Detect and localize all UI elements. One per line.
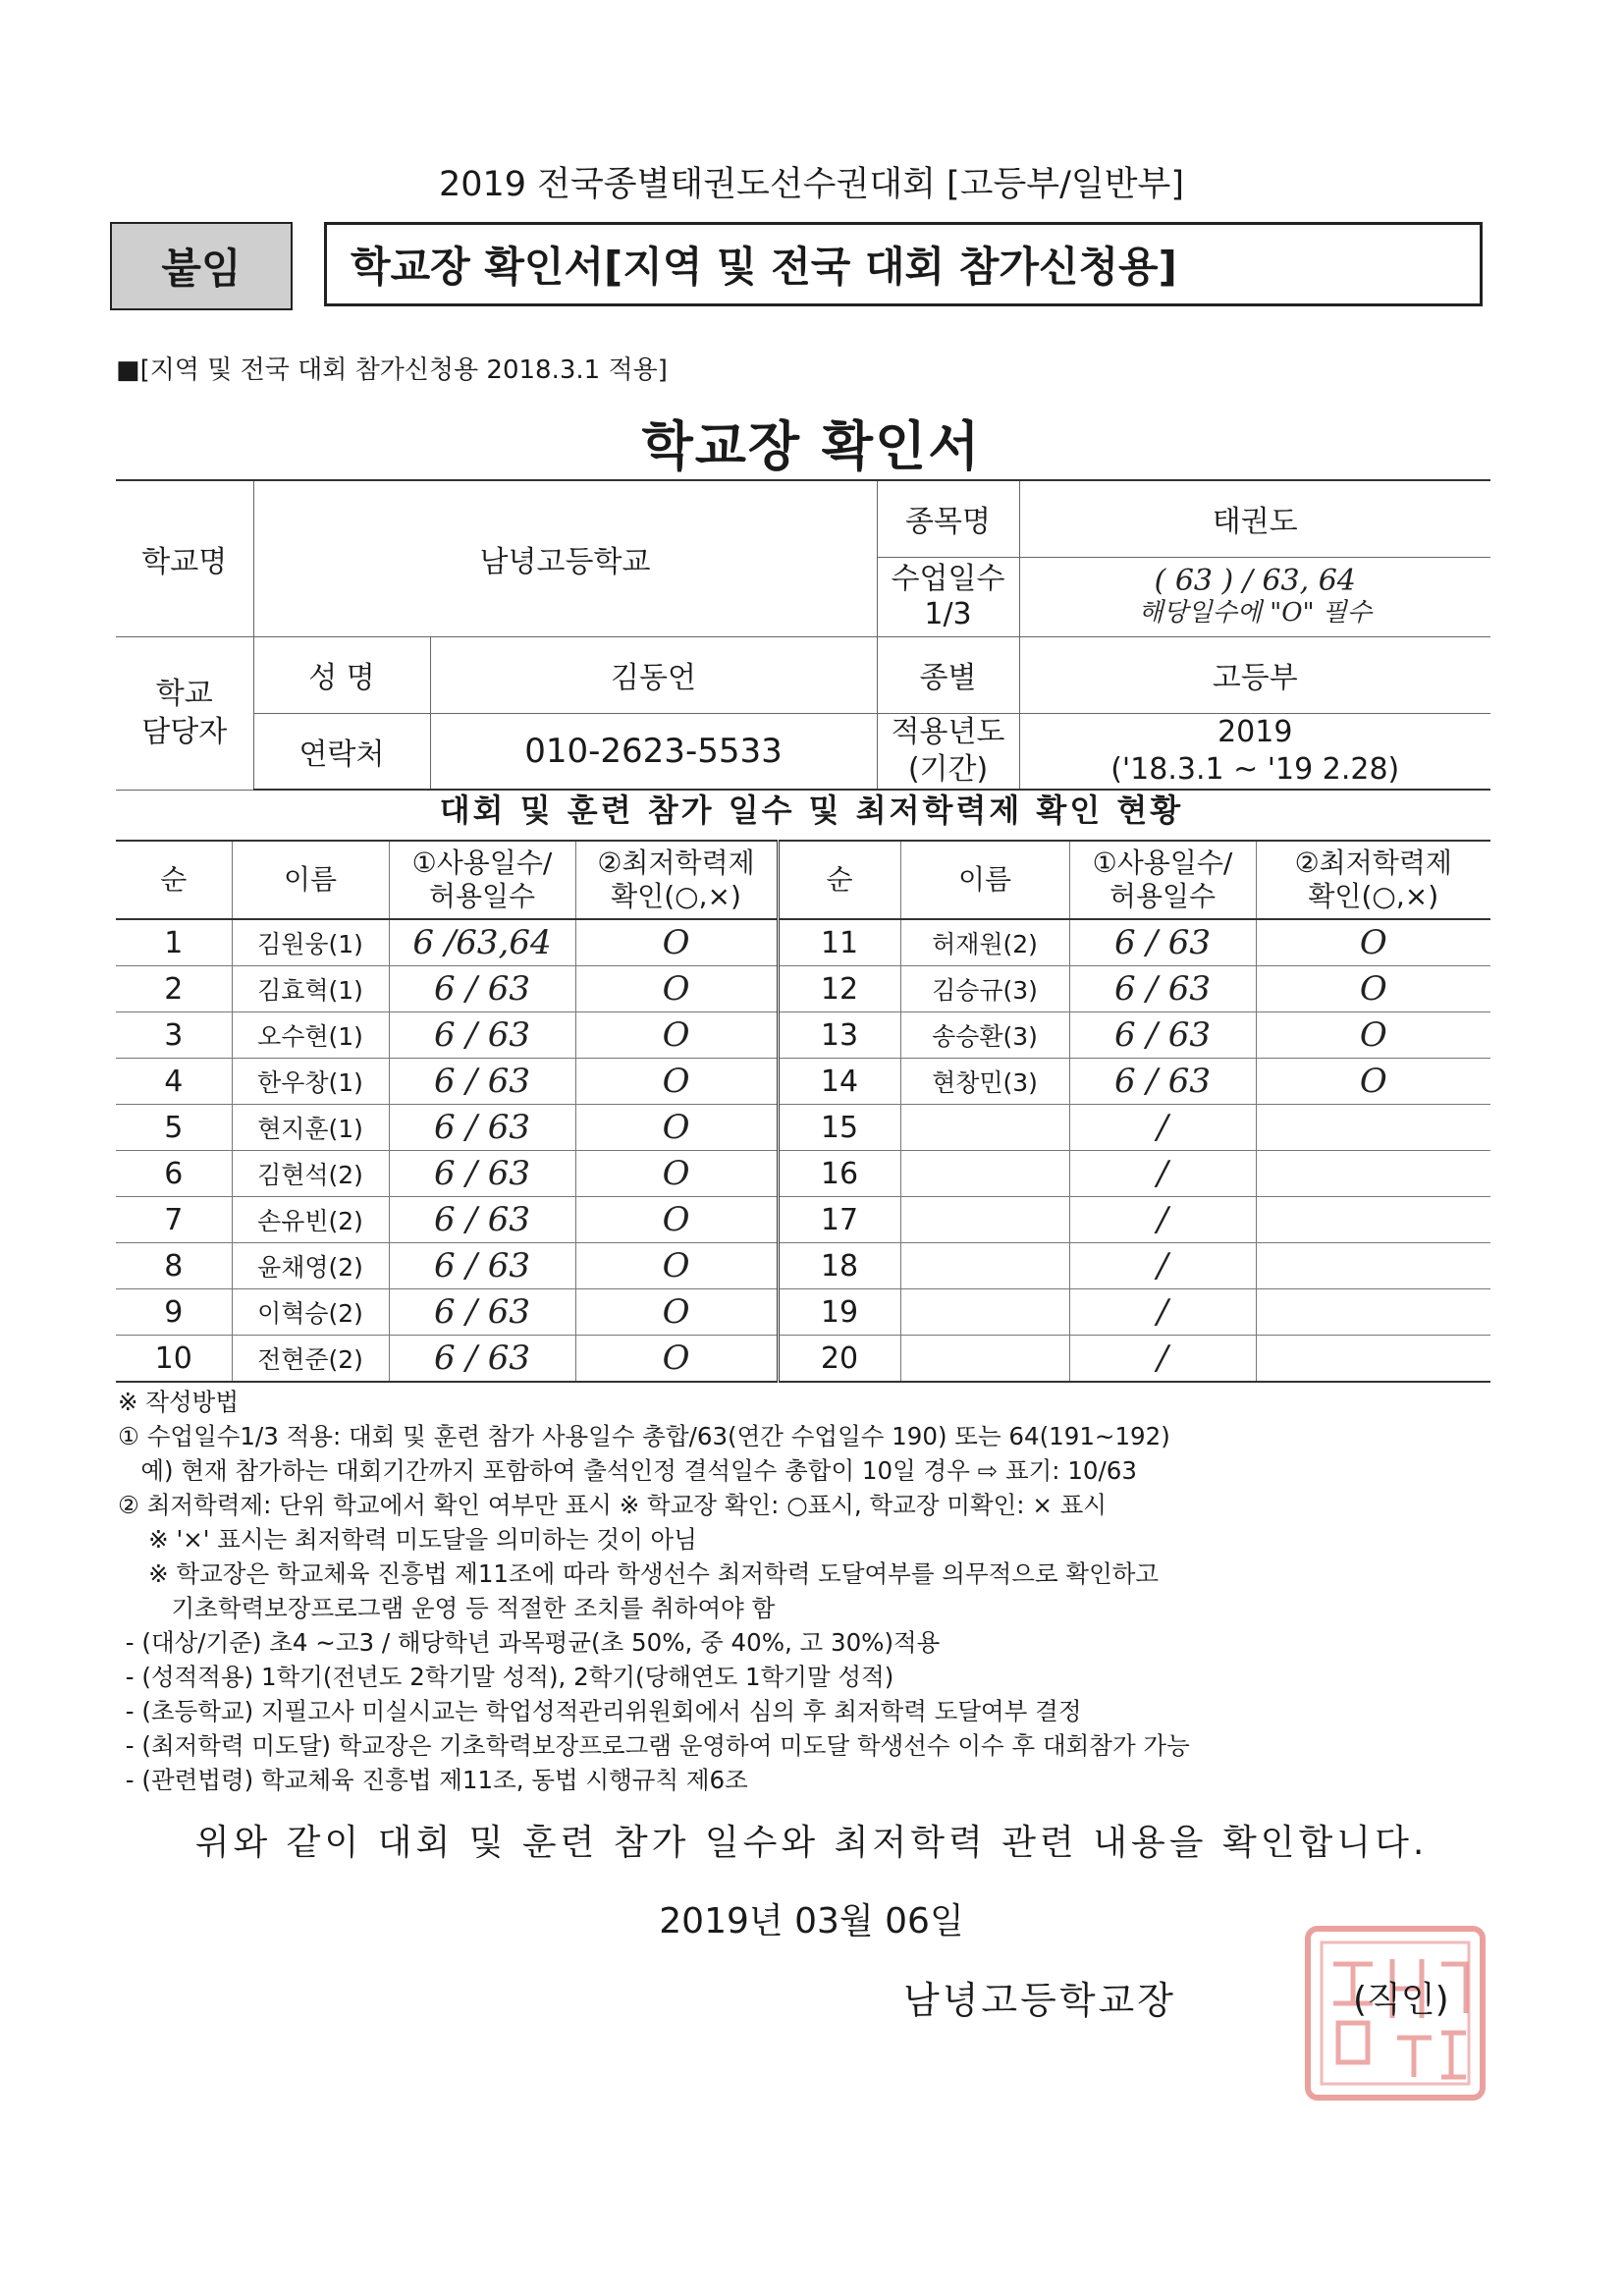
roster-table bbox=[116, 840, 1490, 1383]
row-no: 17 bbox=[778, 1197, 900, 1243]
days-used: 6 / 63 bbox=[389, 1059, 575, 1105]
days-used: 6 / 63 bbox=[389, 1243, 575, 1289]
method-line: - (대상/기준) 초4 ~고3 / 해당학년 과목평균(초 50%, 중 40%, 고 30%)적용 bbox=[118, 1628, 941, 1657]
row-no: 9 bbox=[116, 1289, 232, 1336]
method-line: - (성적적용) 1학기(전년도 2학기말 성적), 2학기(당해연도 1학기말 성적) bbox=[118, 1663, 894, 1691]
row-no: 20 bbox=[778, 1336, 900, 1383]
method-line: ② 최저학력제: 단위 학교에서 확인 여부만 표시 ※ 학교장 확인: ○표시, 학교장 미확인: × 표시 bbox=[118, 1491, 1107, 1519]
period-year: 2019 bbox=[1217, 715, 1293, 750]
row-no: 18 bbox=[778, 1243, 900, 1289]
contact-label-line2: 담당자 bbox=[141, 715, 228, 749]
period-value bbox=[1019, 713, 1490, 790]
row-no: 8 bbox=[116, 1243, 232, 1289]
class-days-line1: ( 63 ) / 63, 64 bbox=[1154, 564, 1356, 599]
header-no: 순 bbox=[116, 841, 232, 919]
header-check-line1: ②최저학력제 bbox=[597, 847, 755, 880]
method-line: 기초학력보장프로그램 운영 등 적절한 조치를 취하여야 함 bbox=[118, 1594, 776, 1622]
contact-label-line1: 학교 bbox=[155, 677, 213, 711]
method-line: 예) 현재 참가하는 대회기간까지 포함하여 출석인정 결석일수 총합이 10일 경우 ⇨ 표기: 10/63 bbox=[118, 1456, 1137, 1485]
header-check bbox=[575, 841, 778, 919]
table-row bbox=[116, 1289, 1490, 1336]
min-academic-check: O bbox=[1256, 1059, 1490, 1105]
student-name bbox=[900, 1336, 1069, 1383]
contact-name: 김동언 bbox=[430, 636, 877, 713]
student-name: 이혁승(2) bbox=[232, 1289, 389, 1336]
row-no: 3 bbox=[116, 1012, 232, 1059]
days-used: 6 / 63 bbox=[389, 1289, 575, 1336]
table-row bbox=[116, 1243, 1490, 1289]
student-name: 전현준(2) bbox=[232, 1336, 389, 1383]
student-name: 손유빈(2) bbox=[232, 1197, 389, 1243]
min-academic-check bbox=[1256, 1243, 1490, 1289]
min-academic-check: O bbox=[575, 1243, 778, 1289]
roster-body bbox=[116, 919, 1490, 1382]
student-name: 오수현(1) bbox=[232, 1012, 389, 1059]
row-no: 11 bbox=[778, 919, 900, 966]
header-name: 이름 bbox=[232, 841, 389, 919]
roster-header-row bbox=[116, 841, 1490, 919]
min-academic-check bbox=[1256, 1151, 1490, 1197]
document-date: 2019년 03월 06일 bbox=[659, 1901, 964, 1941]
header-days-line2: 허용일수 bbox=[1109, 880, 1217, 912]
class-days-label-line2: 1/3 bbox=[924, 596, 972, 631]
days-used: / bbox=[1069, 1336, 1256, 1383]
row-no: 5 bbox=[116, 1105, 232, 1151]
name-label: 성 명 bbox=[253, 636, 430, 713]
days-used: / bbox=[1069, 1151, 1256, 1197]
header-check bbox=[1256, 841, 1490, 919]
row-no: 16 bbox=[778, 1151, 900, 1197]
header-days-line1: ①사용일수/ bbox=[1092, 847, 1233, 880]
days-used: 6 / 63 bbox=[1069, 966, 1256, 1012]
method-line: - (최저학력 미도달) 학교장은 기초학력보장프로그램 운영하여 미도달 학생선수 이수 후 대회참가 가능 bbox=[118, 1731, 1190, 1760]
days-used: / bbox=[1069, 1105, 1256, 1151]
row-no: 15 bbox=[778, 1105, 900, 1151]
section-title: 대회 및 훈련 참가 일수 및 최저학력제 확인 현황 bbox=[439, 792, 1184, 829]
phone-label: 연락처 bbox=[253, 713, 430, 790]
table-row bbox=[116, 1059, 1490, 1105]
row-no: 10 bbox=[116, 1336, 232, 1383]
min-academic-check: O bbox=[1256, 1012, 1490, 1059]
student-name: 김승규(3) bbox=[900, 966, 1069, 1012]
class-days-value bbox=[1019, 557, 1490, 636]
row-no: 7 bbox=[116, 1197, 232, 1243]
header-days-line2: 허용일수 bbox=[428, 880, 536, 912]
class-days-line2: 해당일수에 "O" 필수 bbox=[1138, 597, 1373, 628]
days-used: 6 / 63 bbox=[389, 1105, 575, 1151]
attachment-tag: 붙임 bbox=[110, 222, 293, 310]
header-name: 이름 bbox=[900, 841, 1069, 919]
info-table bbox=[116, 479, 1490, 791]
student-name: 김효혁(1) bbox=[232, 966, 389, 1012]
days-used: 6 / 63 bbox=[1069, 919, 1256, 966]
student-name bbox=[900, 1289, 1069, 1336]
student-name bbox=[900, 1105, 1069, 1151]
min-academic-check: O bbox=[575, 919, 778, 966]
row-no: 4 bbox=[116, 1059, 232, 1105]
min-academic-check: O bbox=[575, 1059, 778, 1105]
days-used: / bbox=[1069, 1197, 1256, 1243]
student-name: 김현석(2) bbox=[232, 1151, 389, 1197]
row-no: 14 bbox=[778, 1059, 900, 1105]
student-name: 윤채영(2) bbox=[232, 1243, 389, 1289]
school-label: 학교명 bbox=[116, 480, 253, 636]
contact-label bbox=[116, 636, 253, 790]
table-row bbox=[116, 1012, 1490, 1059]
student-name bbox=[900, 1197, 1069, 1243]
form-heading: 학교장 확인서[지역 및 전국 대회 참가신청용] bbox=[324, 222, 1483, 306]
row-no: 13 bbox=[778, 1012, 900, 1059]
student-name: 현지훈(1) bbox=[232, 1105, 389, 1151]
header-no: 순 bbox=[778, 841, 900, 919]
days-used: 6 / 63 bbox=[389, 966, 575, 1012]
table-row bbox=[116, 1105, 1490, 1151]
student-name: 김원웅(1) bbox=[232, 919, 389, 966]
min-academic-check bbox=[1256, 1105, 1490, 1151]
student-name bbox=[900, 1243, 1069, 1289]
days-used: 6 / 63 bbox=[1069, 1059, 1256, 1105]
days-used: 6 / 63 bbox=[389, 1012, 575, 1059]
header-days-line1: ①사용일수/ bbox=[411, 847, 553, 880]
period-range: ('18.3.1 ~ '19 2.28) bbox=[1110, 751, 1400, 787]
category-label: 종별 bbox=[877, 636, 1019, 713]
min-academic-check: O bbox=[575, 1336, 778, 1383]
days-used: 6 / 63 bbox=[389, 1151, 575, 1197]
table-row bbox=[116, 1151, 1490, 1197]
table-row bbox=[116, 919, 1490, 966]
days-used: 6 /63,64 bbox=[389, 919, 575, 966]
applicability-note: ■[지역 및 전국 대회 참가신청용 2018.3.1 적용] bbox=[116, 355, 668, 385]
student-name: 현창민(3) bbox=[900, 1059, 1069, 1105]
min-academic-check: O bbox=[575, 1012, 778, 1059]
student-name: 한우창(1) bbox=[232, 1059, 389, 1105]
method-line: ※ 학교장은 학교체육 진흥법 제11조에 따라 학생선수 최저학력 도달여부를 의무적으로 확인하고 bbox=[118, 1559, 1160, 1588]
class-days-label bbox=[877, 557, 1019, 636]
days-used: 6 / 63 bbox=[389, 1336, 575, 1383]
days-used: / bbox=[1069, 1289, 1256, 1336]
row-no: 2 bbox=[116, 966, 232, 1012]
days-used: 6 / 63 bbox=[389, 1197, 575, 1243]
row-no: 12 bbox=[778, 966, 900, 1012]
header-days bbox=[1069, 841, 1256, 919]
official-seal-label: (직인) bbox=[1353, 1980, 1449, 2020]
method-line: - (초등학교) 지필고사 미실시교는 학업성적관리위원회에서 심의 후 최저학력 도달여부 결정 bbox=[118, 1697, 1082, 1725]
row-no: 1 bbox=[116, 919, 232, 966]
method-line: ※ 작성방법 bbox=[118, 1388, 239, 1416]
min-academic-check: O bbox=[575, 1105, 778, 1151]
class-days-label-line1: 수업일수 bbox=[891, 561, 1005, 596]
min-academic-check: O bbox=[575, 1197, 778, 1243]
min-academic-check: O bbox=[575, 966, 778, 1012]
principal-name: 남녕고등학교장 bbox=[903, 1979, 1176, 2022]
row-no: 19 bbox=[778, 1289, 900, 1336]
min-academic-check: O bbox=[575, 1289, 778, 1336]
student-name: 허재원(2) bbox=[900, 919, 1069, 966]
min-academic-check: O bbox=[1256, 966, 1490, 1012]
period-label-line2: (기간) bbox=[907, 751, 989, 787]
competition-title: 2019 전국종별태권도선수권대회 [고등부/일반부] bbox=[438, 165, 1184, 204]
header-check-line2: 확인(○,×) bbox=[611, 880, 741, 912]
min-academic-check: O bbox=[1256, 919, 1490, 966]
student-name: 송승환(3) bbox=[900, 1012, 1069, 1059]
days-used: 6 / 63 bbox=[1069, 1012, 1256, 1059]
header-check-line1: ②최저학력제 bbox=[1294, 847, 1452, 880]
writing-method bbox=[118, 1385, 1492, 1797]
period-label bbox=[877, 713, 1019, 790]
method-line: ① 수업일수1/3 적용: 대회 및 훈련 참가 사용일수 총합/63(연간 수업일수 190) 또는 64(191~192) bbox=[118, 1422, 1170, 1450]
days-used: / bbox=[1069, 1243, 1256, 1289]
header-check-line2: 확인(○,×) bbox=[1308, 880, 1439, 912]
student-name bbox=[900, 1151, 1069, 1197]
period-label-line1: 적용년도 bbox=[891, 715, 1005, 750]
confirmation-text: 위와 같이 대회 및 훈련 참가 일수와 최저학력 관련 내용을 확인합니다. bbox=[194, 1823, 1429, 1863]
category-value: 고등부 bbox=[1019, 636, 1490, 713]
sport-label: 종목명 bbox=[877, 480, 1019, 557]
table-row bbox=[116, 1197, 1490, 1243]
min-academic-check: O bbox=[575, 1151, 778, 1197]
method-line: - (관련법령) 학교체육 진흥법 제11조, 동법 시행규칙 제6조 bbox=[118, 1766, 748, 1794]
contact-phone: 010-2623-5533 bbox=[430, 713, 877, 790]
table-row bbox=[116, 1336, 1490, 1383]
min-academic-check bbox=[1256, 1336, 1490, 1383]
method-line: ※ '×' 표시는 최저학력 미도달을 의미하는 것이 아님 bbox=[118, 1525, 697, 1554]
min-academic-check bbox=[1256, 1289, 1490, 1336]
row-no: 6 bbox=[116, 1151, 232, 1197]
min-academic-check bbox=[1256, 1197, 1490, 1243]
sport-value: 태권도 bbox=[1019, 480, 1490, 557]
table-row bbox=[116, 966, 1490, 1012]
school-name: 남녕고등학교 bbox=[253, 480, 877, 636]
header-days bbox=[389, 841, 575, 919]
document-title: 학교장 확인서 bbox=[641, 415, 982, 477]
